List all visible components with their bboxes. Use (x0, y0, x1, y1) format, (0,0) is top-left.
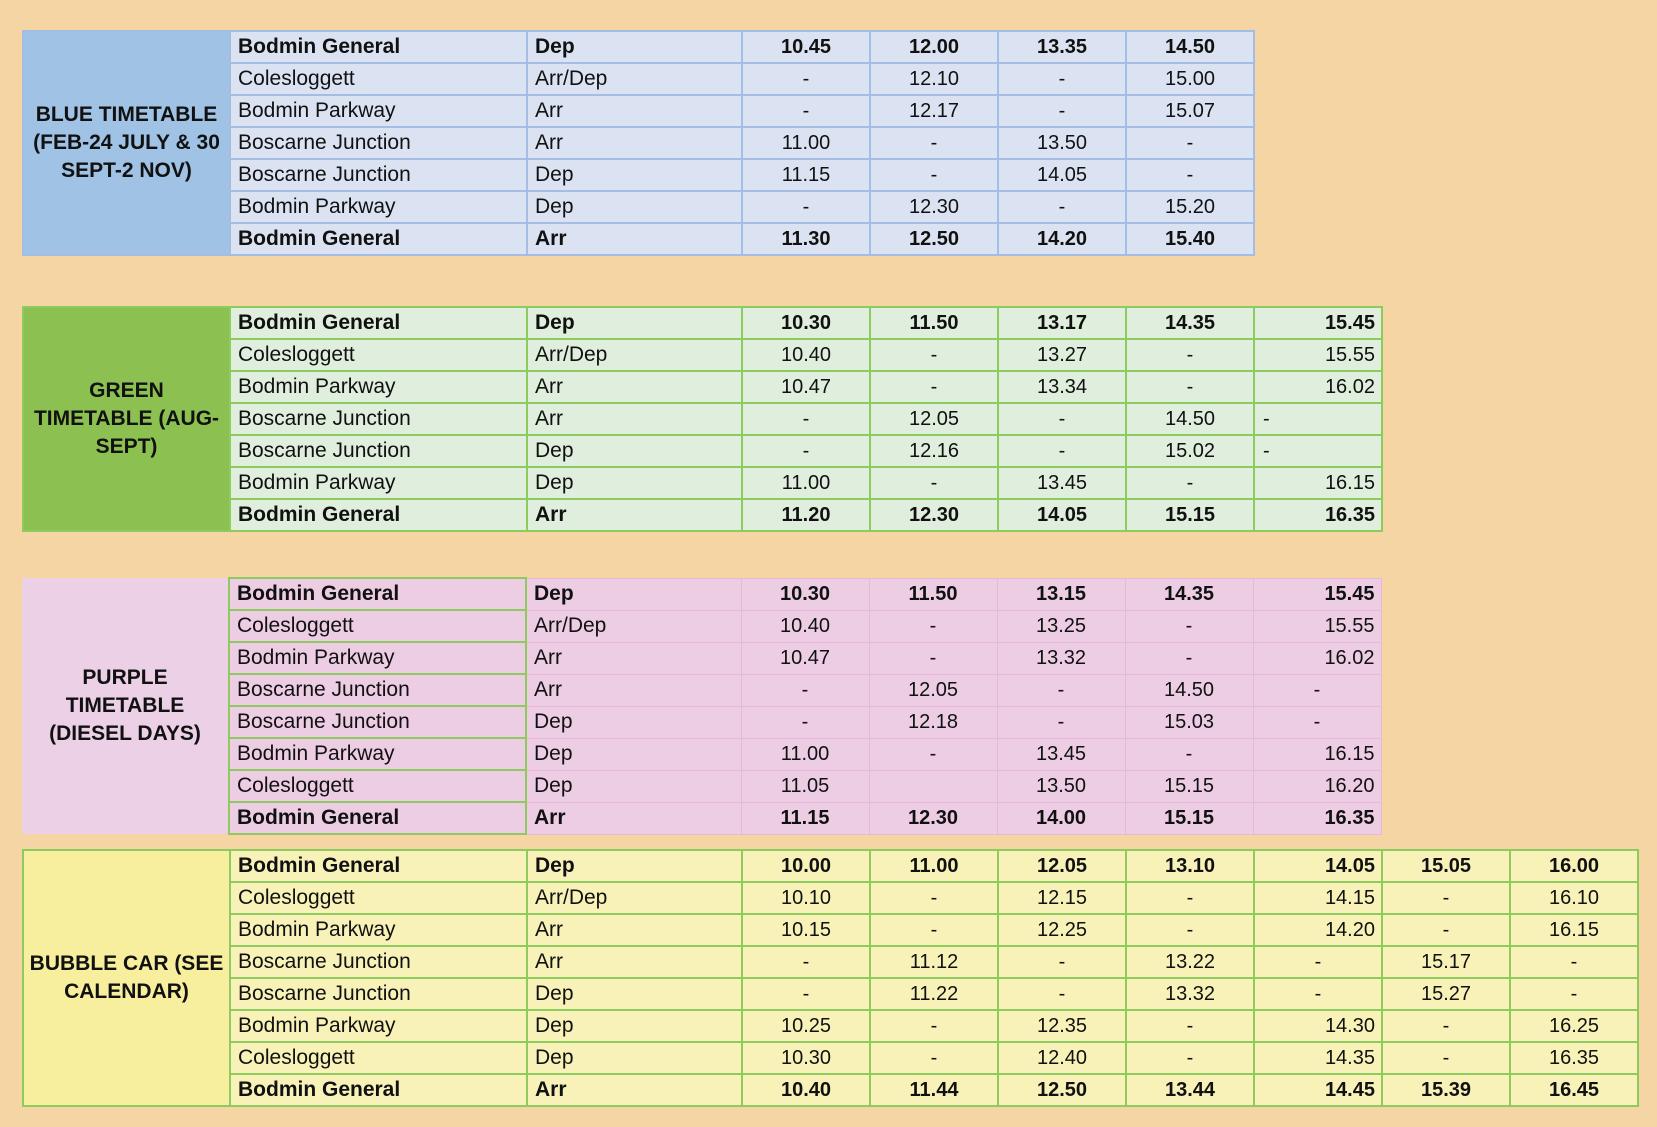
arr-dep-type: Arr (527, 127, 742, 159)
time-cell: - (1126, 1010, 1254, 1042)
time-cell: 12.35 (998, 1010, 1126, 1042)
arr-dep-type: Dep (527, 1010, 742, 1042)
time-cell: 16.35 (1254, 499, 1382, 531)
time-cell: - (1382, 1042, 1510, 1074)
arr-dep-type: Dep (527, 31, 742, 63)
arr-dep-type: Arr (526, 674, 741, 706)
time-cell: - (998, 191, 1126, 223)
station-name: Boscarne Junction (230, 978, 527, 1010)
time-cell: 13.32 (997, 642, 1125, 674)
time-cell: - (1126, 159, 1254, 191)
time-cell: - (742, 946, 870, 978)
arr-dep-type: Arr (527, 946, 742, 978)
time-cell: 13.22 (1126, 946, 1254, 978)
time-cell: 15.40 (1126, 223, 1254, 255)
arr-dep-type: Arr/Dep (527, 882, 742, 914)
station-name: Bodmin General (229, 802, 526, 834)
time-cell: - (870, 1042, 998, 1074)
time-cell: 13.35 (998, 31, 1126, 63)
station-name: Bodmin General (230, 307, 527, 339)
time-cell: 11.05 (741, 770, 869, 802)
time-cell: 15.15 (1125, 802, 1253, 834)
time-cell: - (742, 435, 870, 467)
green-timetable (22, 306, 1383, 532)
time-cell: 11.00 (742, 467, 870, 499)
time-cell: - (1126, 914, 1254, 946)
time-cell: 13.45 (997, 738, 1125, 770)
station-name: Bodmin Parkway (230, 467, 527, 499)
time-cell: 14.05 (998, 159, 1126, 191)
time-cell: 13.44 (1126, 1074, 1254, 1106)
time-cell: 15.15 (1125, 770, 1253, 802)
timetable-label: GREEN TIMETABLE (AUG-SEPT) (23, 307, 230, 531)
time-cell: - (741, 674, 869, 706)
timetable-row (23, 850, 1638, 882)
station-name: Bodmin Parkway (230, 914, 527, 946)
arr-dep-type: Dep (526, 770, 741, 802)
time-cell: 16.10 (1510, 882, 1638, 914)
station-name: Boscarne Junction (230, 946, 527, 978)
bubble-car-timetable (22, 849, 1639, 1107)
station-name: Colesloggett (230, 1042, 527, 1074)
time-cell: - (1254, 435, 1382, 467)
station-name: Bodmin General (230, 850, 527, 882)
station-name: Bodmin General (230, 499, 527, 531)
timetable-label: BUBBLE CAR (SEE CALENDAR) (23, 850, 230, 1106)
station-name: Bodmin General (230, 223, 527, 255)
time-cell: - (1126, 127, 1254, 159)
station-name: Bodmin General (229, 578, 526, 610)
time-cell: 14.05 (998, 499, 1126, 531)
station-name: Bodmin Parkway (230, 191, 527, 223)
station-name: Colesloggett (229, 770, 526, 802)
time-cell: - (870, 914, 998, 946)
time-cell: - (742, 95, 870, 127)
time-cell: 16.00 (1510, 850, 1638, 882)
arr-dep-type: Dep (527, 307, 742, 339)
arr-dep-type: Arr/Dep (526, 610, 741, 642)
timetable-row (22, 578, 1381, 610)
time-cell: 15.27 (1382, 978, 1510, 1010)
time-cell: - (1125, 610, 1253, 642)
time-cell: - (742, 191, 870, 223)
time-cell: 15.02 (1126, 435, 1254, 467)
arr-dep-type: Arr (526, 802, 741, 834)
time-cell: 12.17 (870, 95, 998, 127)
arr-dep-type: Arr/Dep (527, 339, 742, 371)
time-cell: - (1382, 914, 1510, 946)
time-cell: 10.30 (742, 1042, 870, 1074)
time-cell: - (869, 642, 997, 674)
time-cell: 12.05 (998, 850, 1126, 882)
time-cell: 11.12 (870, 946, 998, 978)
arr-dep-type: Arr (527, 403, 742, 435)
arr-dep-type: Dep (527, 978, 742, 1010)
time-cell: 16.35 (1253, 802, 1381, 834)
time-cell: 16.25 (1510, 1010, 1638, 1042)
time-cell: - (870, 1010, 998, 1042)
time-cell: 15.45 (1254, 307, 1382, 339)
time-cell: 10.47 (742, 371, 870, 403)
time-cell: - (998, 403, 1126, 435)
time-cell: - (742, 978, 870, 1010)
time-cell: 10.30 (742, 307, 870, 339)
time-cell: 13.50 (997, 770, 1125, 802)
time-cell: - (870, 371, 998, 403)
time-cell: 11.00 (742, 127, 870, 159)
arr-dep-type: Arr (527, 1074, 742, 1106)
timetable-row (23, 1074, 1638, 1106)
timetable-row (23, 946, 1638, 978)
time-cell: 14.45 (1254, 1074, 1382, 1106)
time-cell: - (1126, 882, 1254, 914)
time-cell: 11.15 (742, 159, 870, 191)
timetable-label: BLUE TIMETABLE (FEB-24 JULY & 30 SEPT-2 NOV) (23, 31, 230, 255)
station-name: Bodmin Parkway (230, 1010, 527, 1042)
time-cell: - (741, 706, 869, 738)
time-cell: 12.30 (870, 191, 998, 223)
time-cell: - (1254, 403, 1382, 435)
timetable-row (23, 1010, 1638, 1042)
time-cell: 15.03 (1125, 706, 1253, 738)
time-cell: 10.25 (742, 1010, 870, 1042)
time-cell: 10.00 (742, 850, 870, 882)
time-cell: 11.22 (870, 978, 998, 1010)
time-cell: 16.20 (1253, 770, 1381, 802)
time-cell: - (1126, 371, 1254, 403)
time-cell: 12.10 (870, 63, 998, 95)
time-cell: 10.40 (741, 610, 869, 642)
time-cell: 13.15 (997, 578, 1125, 610)
time-cell: 12.50 (870, 223, 998, 255)
time-cell: 10.40 (742, 1074, 870, 1106)
time-cell: 15.15 (1126, 499, 1254, 531)
time-cell: 10.45 (742, 31, 870, 63)
time-cell: - (1126, 339, 1254, 371)
time-cell: 12.30 (869, 802, 997, 834)
arr-dep-type: Dep (527, 1042, 742, 1074)
station-name: Colesloggett (229, 610, 526, 642)
time-cell: - (1510, 978, 1638, 1010)
time-cell: 10.40 (742, 339, 870, 371)
arr-dep-type: Arr/Dep (527, 63, 742, 95)
timetable-row (23, 1042, 1638, 1074)
arr-dep-type: Arr (527, 914, 742, 946)
time-cell: - (870, 882, 998, 914)
station-name: Bodmin General (230, 1074, 527, 1106)
time-cell: - (1254, 978, 1382, 1010)
time-cell: - (998, 978, 1126, 1010)
time-cell: - (1126, 1042, 1254, 1074)
time-cell: - (869, 738, 997, 770)
time-cell: 10.10 (742, 882, 870, 914)
station-name: Colesloggett (230, 882, 527, 914)
station-name: Bodmin Parkway (229, 738, 526, 770)
time-cell: 14.50 (1125, 674, 1253, 706)
time-cell: 11.00 (741, 738, 869, 770)
time-cell: 14.20 (1254, 914, 1382, 946)
time-cell: 16.02 (1253, 642, 1381, 674)
timetable-row (23, 31, 1254, 63)
time-cell: 12.18 (869, 706, 997, 738)
time-cell: 10.47 (741, 642, 869, 674)
time-cell: 16.15 (1254, 467, 1382, 499)
time-cell: 13.25 (997, 610, 1125, 642)
time-cell: - (869, 610, 997, 642)
time-cell: - (742, 403, 870, 435)
time-cell: 11.50 (870, 307, 998, 339)
time-cell: 11.15 (741, 802, 869, 834)
time-cell: 16.15 (1510, 914, 1638, 946)
time-cell: 13.50 (998, 127, 1126, 159)
time-cell: 16.15 (1253, 738, 1381, 770)
time-cell: - (1125, 738, 1253, 770)
time-cell: 11.20 (742, 499, 870, 531)
time-cell: - (1253, 674, 1381, 706)
arr-dep-type: Dep (526, 738, 741, 770)
time-cell: - (742, 63, 870, 95)
arr-dep-type: Dep (527, 159, 742, 191)
time-cell: - (870, 159, 998, 191)
arr-dep-type: Dep (527, 850, 742, 882)
arr-dep-type: Dep (526, 578, 741, 610)
time-cell: 14.35 (1126, 307, 1254, 339)
station-name: Bodmin Parkway (229, 642, 526, 674)
time-cell: - (1254, 946, 1382, 978)
time-cell: 11.44 (870, 1074, 998, 1106)
time-cell: 12.05 (869, 674, 997, 706)
time-cell: 14.15 (1254, 882, 1382, 914)
time-cell: 15.20 (1126, 191, 1254, 223)
time-cell: - (997, 706, 1125, 738)
time-cell: 15.55 (1253, 610, 1381, 642)
time-cell: - (1510, 946, 1638, 978)
time-cell: 13.27 (998, 339, 1126, 371)
time-cell: 12.50 (998, 1074, 1126, 1106)
station-name: Bodmin General (230, 31, 527, 63)
station-name: Colesloggett (230, 339, 527, 371)
timetable-row (23, 914, 1638, 946)
time-cell (869, 770, 997, 802)
arr-dep-type: Dep (527, 467, 742, 499)
blue-timetable (22, 30, 1255, 256)
time-cell: 14.00 (997, 802, 1125, 834)
time-cell: - (997, 674, 1125, 706)
time-cell: 13.45 (998, 467, 1126, 499)
time-cell: 16.45 (1510, 1074, 1638, 1106)
time-cell: 14.50 (1126, 403, 1254, 435)
time-cell: 11.30 (742, 223, 870, 255)
time-cell: 14.30 (1254, 1010, 1382, 1042)
station-name: Boscarne Junction (230, 159, 527, 191)
purple-timetable (22, 577, 1382, 835)
time-cell: 12.40 (998, 1042, 1126, 1074)
station-name: Boscarne Junction (229, 674, 526, 706)
time-cell: 13.32 (1126, 978, 1254, 1010)
arr-dep-type: Arr (527, 499, 742, 531)
time-cell: 12.00 (870, 31, 998, 63)
time-cell: 14.20 (998, 223, 1126, 255)
time-cell: 12.30 (870, 499, 998, 531)
time-cell: 14.35 (1125, 578, 1253, 610)
time-cell: 14.05 (1254, 850, 1382, 882)
time-cell: 13.17 (998, 307, 1126, 339)
arr-dep-type: Arr (526, 642, 741, 674)
timetable-row (23, 307, 1382, 339)
time-cell: 14.50 (1126, 31, 1254, 63)
station-name: Colesloggett (230, 63, 527, 95)
time-cell: 12.16 (870, 435, 998, 467)
time-cell: - (870, 467, 998, 499)
time-cell: 11.50 (869, 578, 997, 610)
station-name: Boscarne Junction (229, 706, 526, 738)
station-name: Bodmin Parkway (230, 95, 527, 127)
time-cell: 13.10 (1126, 850, 1254, 882)
time-cell: 16.35 (1510, 1042, 1638, 1074)
time-cell: 15.39 (1382, 1074, 1510, 1106)
time-cell: 15.55 (1254, 339, 1382, 371)
arr-dep-type: Dep (527, 435, 742, 467)
time-cell: 12.15 (998, 882, 1126, 914)
time-cell: 11.00 (870, 850, 998, 882)
station-name: Boscarne Junction (230, 127, 527, 159)
timetable-row (23, 978, 1638, 1010)
timetable-label: PURPLE TIMETABLE (DIESEL DAYS) (22, 578, 229, 834)
time-cell: - (998, 63, 1126, 95)
time-cell: - (1382, 1010, 1510, 1042)
time-cell: 10.15 (742, 914, 870, 946)
arr-dep-type: Dep (527, 191, 742, 223)
time-cell: 14.35 (1254, 1042, 1382, 1074)
time-cell: - (870, 127, 998, 159)
arr-dep-type: Arr (527, 95, 742, 127)
time-cell: 13.34 (998, 371, 1126, 403)
time-cell: - (998, 946, 1126, 978)
time-cell: - (1382, 882, 1510, 914)
arr-dep-type: Arr (527, 371, 742, 403)
time-cell: - (870, 339, 998, 371)
time-cell: 12.05 (870, 403, 998, 435)
time-cell: - (998, 95, 1126, 127)
time-cell: 15.45 (1253, 578, 1381, 610)
time-cell: - (1253, 706, 1381, 738)
arr-dep-type: Dep (526, 706, 741, 738)
time-cell: - (1125, 642, 1253, 674)
time-cell: 15.00 (1126, 63, 1254, 95)
time-cell: 10.30 (741, 578, 869, 610)
time-cell: 12.25 (998, 914, 1126, 946)
station-name: Bodmin Parkway (230, 371, 527, 403)
timetable-row (23, 882, 1638, 914)
time-cell: 16.02 (1254, 371, 1382, 403)
time-cell: 15.05 (1382, 850, 1510, 882)
arr-dep-type: Arr (527, 223, 742, 255)
station-name: Boscarne Junction (230, 435, 527, 467)
time-cell: - (998, 435, 1126, 467)
time-cell: 15.07 (1126, 95, 1254, 127)
time-cell: 15.17 (1382, 946, 1510, 978)
station-name: Boscarne Junction (230, 403, 527, 435)
time-cell: - (1126, 467, 1254, 499)
